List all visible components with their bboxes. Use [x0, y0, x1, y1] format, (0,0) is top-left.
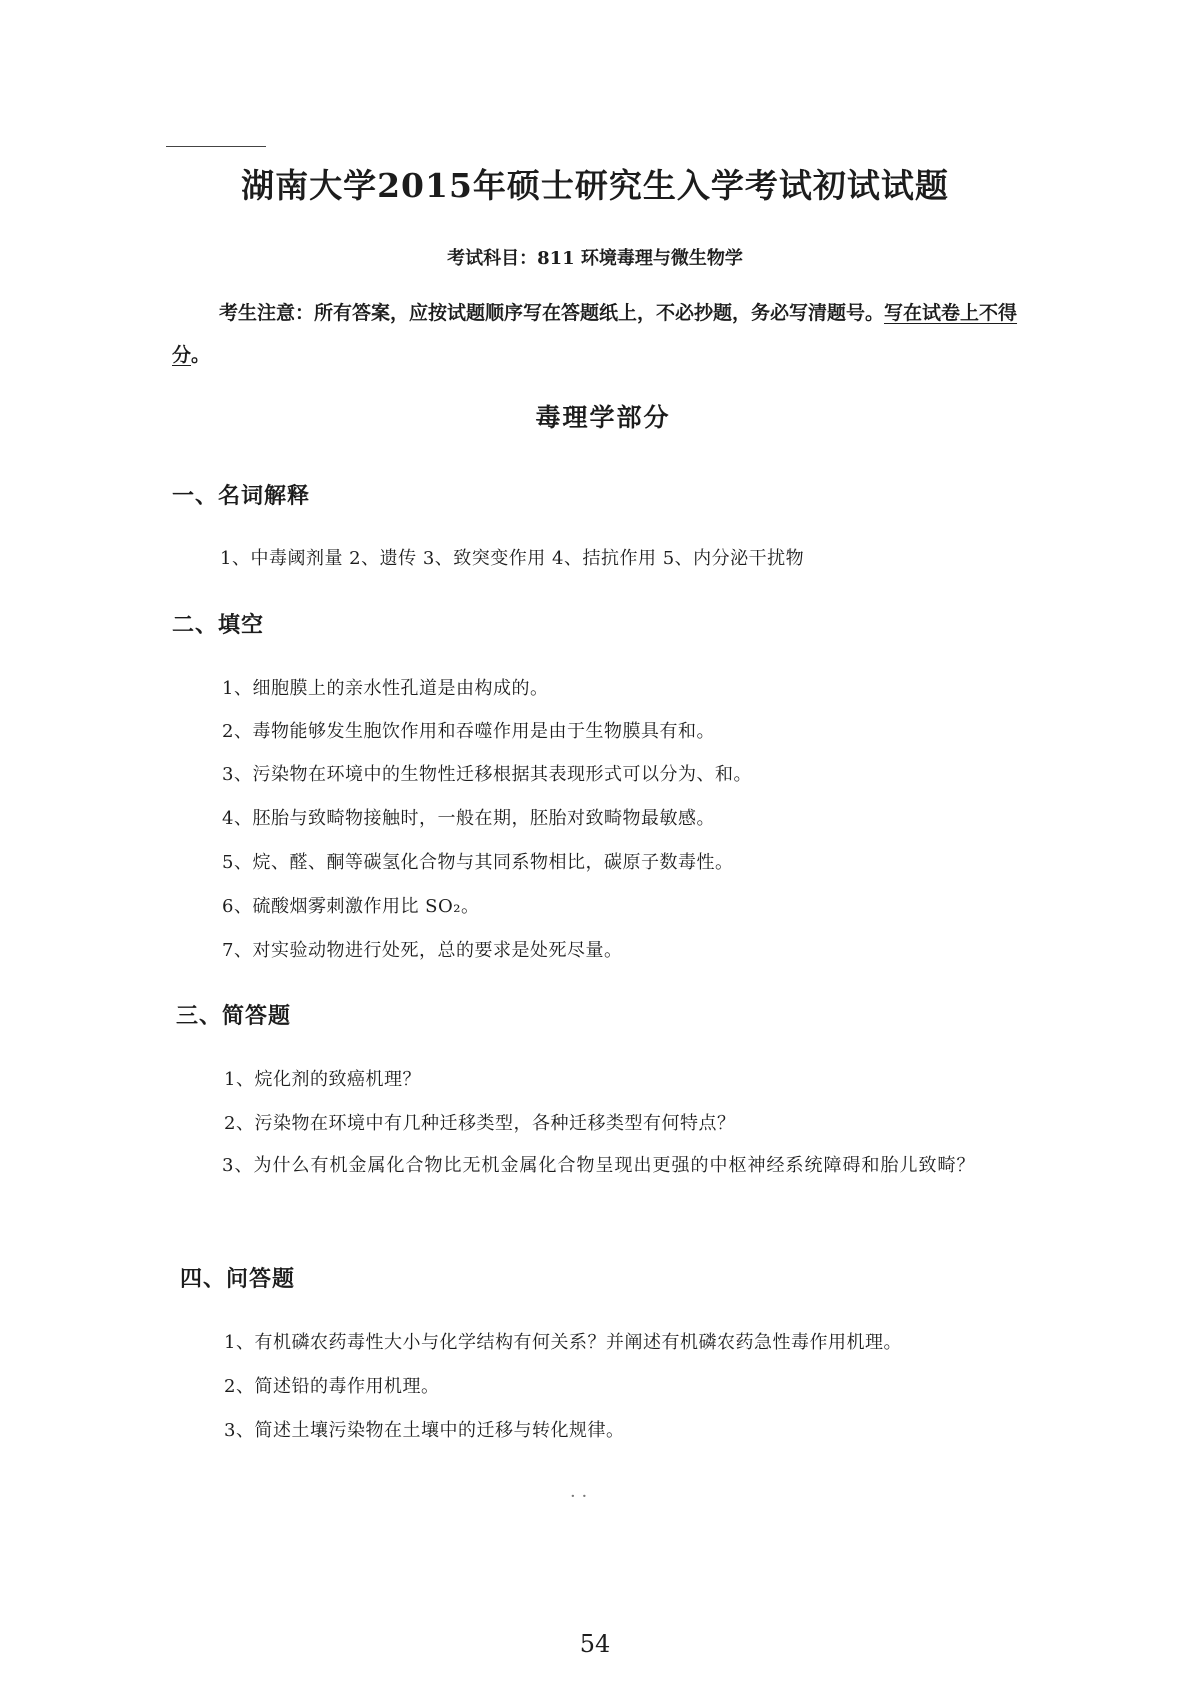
candidate-notice — [172, 292, 1022, 376]
section-heading-essay: 四、问答题 — [180, 1266, 296, 1292]
list-item: 1、有机磷农药毒性大小与化学结构有何关系？并阐述有机磷农药急性毒作用机理。 — [224, 1332, 902, 1353]
list-item: 2、简述铅的毒作用机理。 — [224, 1376, 440, 1397]
list-item: 5、烷、醛、酮等碳氢化合物与其同系物相比，碳原子数毒性。 — [222, 852, 734, 873]
list-item: 7、对实验动物进行处死，总的要求是处死尽量。 — [222, 940, 623, 961]
list-item: 3、为什么有机金属化合物比无机金属化合物呈现出更强的中枢神经系统障碍和胎儿致畸？ — [222, 1155, 976, 1176]
list-item: 1、烷化剂的致癌机理？ — [224, 1069, 421, 1090]
list-item: 1、中毒阈剂量 2、遗传 3、致突变作用 4、拮抗作用 5、内分泌干扰物 — [220, 548, 805, 569]
notice-underlined: 写在试卷上不得分 — [172, 302, 1018, 366]
section-heading-terms: 一、名词解释 — [172, 483, 311, 509]
list-item: 6、硫酸烟雾刺激作用比 SO₂。 — [222, 896, 480, 917]
section-heading-short-answer: 三、简答题 — [176, 1003, 292, 1029]
notice-text: 考生注意：所有答案，应按试题顺序写在答题纸上，不必抄题，务必写清题号。 — [219, 302, 885, 324]
list-item: 4、胚胎与致畸物接触时，一般在期，胚胎对致畸物最敏感。 — [222, 808, 715, 829]
notice-end: 。 — [191, 344, 211, 366]
page-number: 54 — [579, 1630, 611, 1658]
part-title: 毒理学部分 — [535, 403, 671, 432]
list-item: 3、简述土壤污染物在土壤中的迁移与转化规律。 — [224, 1420, 625, 1441]
list-item: 2、毒物能够发生胞饮作用和吞噬作用是由于生物膜具有和。 — [222, 721, 715, 742]
list-item: 1、细胞膜上的亲水性孔道是由构成的。 — [222, 678, 549, 699]
top-rule — [166, 146, 266, 147]
section-heading-fill-blank: 二、填空 — [172, 612, 265, 638]
exam-title: 湖南大学2015年硕士研究生入学考试初试试题 — [241, 166, 949, 205]
list-item: 2、污染物在环境中有几种迁移类型，各种迁移类型有何特点？ — [224, 1113, 736, 1134]
list-item: 3、污染物在环境中的生物性迁移根据其表现形式可以分为、和。 — [222, 764, 752, 785]
scan-dots: · · — [570, 1486, 588, 1507]
exam-subject: 考试科目：811 环境毒理与微生物学 — [447, 248, 743, 269]
